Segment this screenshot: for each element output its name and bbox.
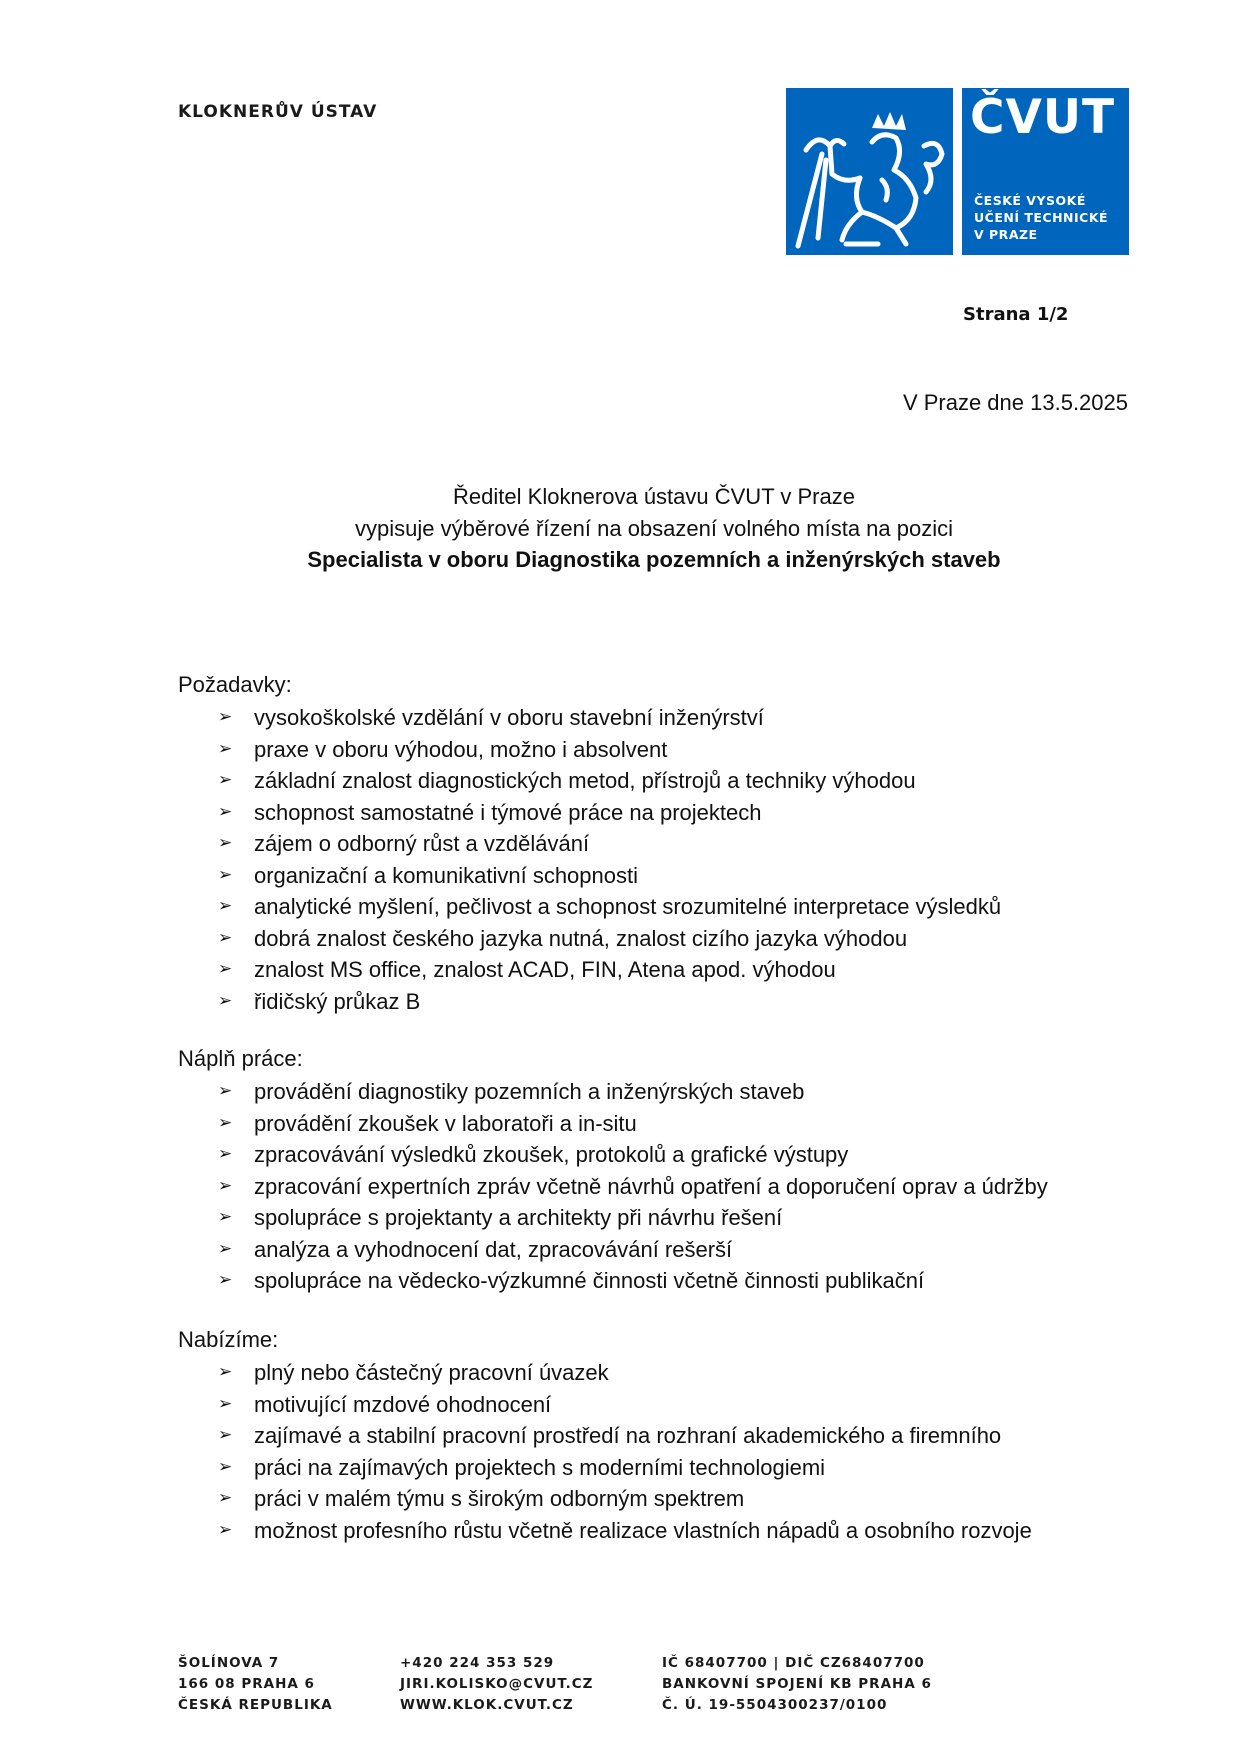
cvut-lion-emblem-icon <box>786 88 953 255</box>
company-ids: IČ 68407700 | DIČ CZ68407700 <box>662 1655 925 1671</box>
list-item: ➢ analytické myšlení, pečlivost a schopnost srozumitelné interpretace výsledků <box>218 891 1001 923</box>
arrow-bullet-icon: ➢ <box>218 864 233 885</box>
list-item: ➢ analýza a vyhodnocení dat, zpracovávání rešerší <box>218 1234 1048 1266</box>
duties-list <box>218 1076 1048 1297</box>
address-street: ŠOLÍNOVA 7 <box>178 1655 280 1671</box>
list-item: ➢ znalost MS office, znalost ACAD, FIN, Atena apod. výhodou <box>218 954 1001 986</box>
list-item: ➢ organizační a komunikativní schopnosti <box>218 860 1001 892</box>
requirements-list <box>218 702 1001 1017</box>
document-date: V Praze dne 13.5.2025 <box>902 390 1128 415</box>
company-account: Č. Ú. 19-5504300237/0100 <box>662 1697 888 1713</box>
contact-website: WWW.KLOK.CVUT.CZ <box>400 1697 574 1713</box>
position-title: Specialista v oboru Diagnostika pozemních a inženýrských staveb <box>307 547 1001 572</box>
duties-title: Náplň práce: <box>178 1046 303 1071</box>
list-item: ➢ vysokoškolské vzdělání v oboru stavební inženýrství <box>218 702 1001 734</box>
contact-phone: +420 224 353 529 <box>400 1655 555 1671</box>
list-item: ➢ řidičský průkaz B <box>218 986 1001 1018</box>
list-item: ➢ práci v malém týmu s širokým odborným spektrem <box>218 1483 1032 1515</box>
heading-line-2: vypisuje výběrové řízení na obsazení volného místa na pozici <box>355 516 953 541</box>
arrow-bullet-icon: ➢ <box>218 833 233 853</box>
page-number: Strana 1/2 <box>963 304 1069 325</box>
contact-email: JIRI.KOLISKO@CVUT.CZ <box>400 1676 594 1692</box>
list-item: ➢ praxe v oboru výhodou, možno i absolvent <box>218 734 1001 766</box>
arrow-bullet-icon: ➢ <box>218 1081 233 1101</box>
address-city: 166 08 PRAHA 6 <box>178 1676 315 1692</box>
list-item: ➢ zájem o odborný růst a vzdělávání <box>218 828 1001 860</box>
list-item: ➢ zpracování expertních zpráv včetně návrhů opatření a doporučení oprav a údržby <box>218 1171 1048 1203</box>
cvut-wordmark <box>962 88 1129 255</box>
arrow-bullet-icon: ➢ <box>218 1238 233 1259</box>
offer-title: Nabízíme: <box>178 1327 279 1352</box>
cvut-logo-line-3: V PRAZE <box>974 227 1038 242</box>
list-item: ➢ provádění zkoušek v laboratoři a in-situ <box>218 1108 1048 1140</box>
arrow-bullet-icon: ➢ <box>218 1456 233 1477</box>
list-item: ➢ schopnost samostatné i týmové práce na projektech <box>218 797 1001 829</box>
list-item: ➢ zajímavé a stabilní pracovní prostředí na rozhraní akademického a firemního <box>218 1420 1032 1452</box>
cvut-logo-line-2: UČENÍ TECHNICKÉ <box>974 210 1109 225</box>
arrow-bullet-icon: ➢ <box>218 738 233 759</box>
offer-list <box>218 1357 1032 1546</box>
address-country: ČESKÁ REPUBLIKA <box>178 1697 333 1713</box>
arrow-bullet-icon: ➢ <box>218 1207 233 1227</box>
footer-company <box>662 1653 932 1716</box>
list-item: ➢ práci na zajímavých projektech s moderními technologiemi <box>218 1452 1032 1484</box>
arrow-bullet-icon: ➢ <box>218 959 233 979</box>
arrow-bullet-icon: ➢ <box>218 1144 233 1164</box>
list-item: ➢ spolupráce na vědecko-výzkumné činnosti včetně činnosti publikační <box>218 1265 1048 1297</box>
arrow-bullet-icon: ➢ <box>218 770 233 790</box>
arrow-bullet-icon: ➢ <box>218 1519 233 1540</box>
institute-name: KLOKNERŮV ÚSTAV <box>178 102 378 122</box>
company-bank: BANKOVNÍ SPOJENÍ KB PRAHA 6 <box>662 1676 932 1692</box>
arrow-bullet-icon: ➢ <box>218 1488 233 1508</box>
list-item: ➢ plný nebo částečný pracovní úvazek <box>218 1357 1032 1389</box>
arrow-bullet-icon: ➢ <box>218 707 233 727</box>
list-item: ➢ možnost profesního růstu včetně realizace vlastních nápadů a osobního rozvoje <box>218 1515 1032 1547</box>
arrow-bullet-icon: ➢ <box>218 1270 233 1290</box>
arrow-bullet-icon: ➢ <box>218 1175 233 1196</box>
list-item: ➢ zpracovávání výsledků zkoušek, protokolů a grafické výstupy <box>218 1139 1048 1171</box>
arrow-bullet-icon: ➢ <box>218 1112 233 1133</box>
arrow-bullet-icon: ➢ <box>218 1425 233 1445</box>
requirements-title: Požadavky: <box>178 672 292 697</box>
heading-line-1: Ředitel Kloknerova ústavu ČVUT v Praze <box>453 484 855 509</box>
arrow-bullet-icon: ➢ <box>218 990 233 1011</box>
cvut-logo-line-1: ČESKÉ VYSOKÉ <box>974 193 1086 208</box>
arrow-bullet-icon: ➢ <box>218 896 233 916</box>
list-item: ➢ spolupráce s projektanty a architekty při návrhu řešení <box>218 1202 1048 1234</box>
list-item: ➢ základní znalost diagnostických metod, přístrojů a techniky výhodou <box>218 765 1001 797</box>
arrow-bullet-icon: ➢ <box>218 801 233 822</box>
list-item: ➢ dobrá znalost českého jazyka nutná, znalost cizího jazyka výhodou <box>218 923 1001 955</box>
list-item: ➢ provádění diagnostiky pozemních a inženýrských staveb <box>218 1076 1048 1108</box>
list-item: ➢ motivující mzdové ohodnocení <box>218 1389 1032 1421</box>
footer-address <box>178 1653 333 1716</box>
footer-contact <box>400 1653 593 1716</box>
arrow-bullet-icon: ➢ <box>218 1393 233 1414</box>
arrow-bullet-icon: ➢ <box>218 927 233 948</box>
arrow-bullet-icon: ➢ <box>218 1362 233 1382</box>
cvut-logo-title: ČVUT <box>970 90 1116 145</box>
